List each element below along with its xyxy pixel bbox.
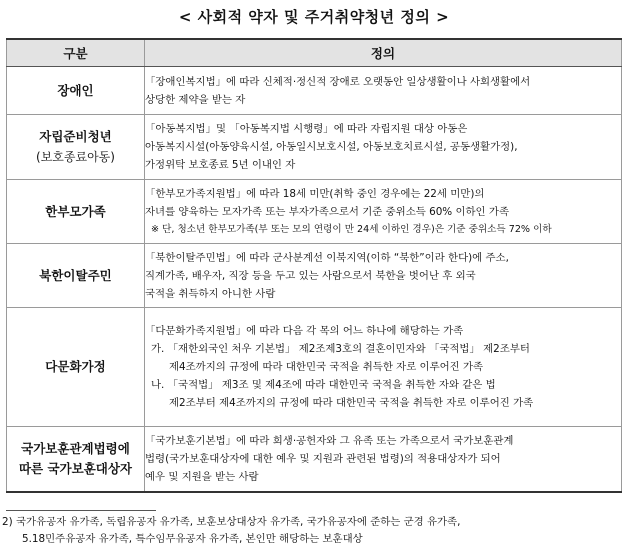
term-cell <box>7 180 145 244</box>
term-label: 국가보훈관계법령에 <box>21 441 130 456</box>
header-category: 구분 <box>7 39 145 67</box>
definition-line: 상당한 제약을 받는 자 <box>145 93 246 106</box>
table-row <box>7 427 622 493</box>
definition-line: 「국가보훈기본법」에 따라 희생·공헌자와 그 유족 또는 가족으로서 국가보훈관계 <box>145 435 514 447</box>
term-label-line2: 따른 국가보훈대상자 <box>18 461 133 476</box>
definition-cell <box>145 244 622 308</box>
definition-item-cont: 제4조까지의 규정에 따라 대한민국 국적을 취득한 자로 이루어진 가족 <box>169 361 484 373</box>
term-label: 장애인 <box>57 82 94 98</box>
term-label: 자립준비청년 <box>39 129 112 144</box>
table-row <box>7 67 622 115</box>
footnote-divider <box>6 510 156 511</box>
term-label: 한부모가족 <box>45 203 106 219</box>
definition-cell <box>145 67 622 115</box>
table-row <box>7 308 622 427</box>
table-row <box>7 180 622 244</box>
definition-item: 가. 「재한외국인 처우 기본법」 제2조제3호의 결혼이민자와 「국적법」 제2조부터 <box>151 343 530 355</box>
term-cell <box>7 308 145 427</box>
table-row <box>7 244 622 308</box>
definition-line: 가정위탁 보호종료 5년 이내인 자 <box>145 159 296 171</box>
footnote <box>2 514 460 548</box>
header-definition: 정의 <box>145 39 622 67</box>
definition-cell <box>145 427 622 493</box>
definition-cell <box>145 308 622 427</box>
definition-item-cont: 제2조부터 제4조까지의 규정에 따라 대한민국 국적을 취득한 자로 이루어진 가족 <box>169 397 534 409</box>
footnote-line: 2) 국가유공자 유가족, 독립유공자 유가족, 보훈보상대상자 유가족, 국가유공자에 준하는 군경 유가족, <box>2 516 461 528</box>
definition-line: 자녀를 양육하는 모자가족 또는 부자가족으로서 기준 중위소득 60% 이하인 가족 <box>145 205 509 218</box>
definition-line: 「장애인복지법」에 따라 신체적·정신적 장애로 오랫동안 일상생활이나 사회생활에서 <box>145 75 531 88</box>
definition-line: 「북한이탈주민법」에 따라 군사분계선 이북지역(이하 “북한”이라 한다)에 주소, <box>145 251 509 264</box>
definition-line: 예우 및 지원을 받는 사람 <box>145 471 259 483</box>
definition-line: 국적을 취득하지 아니한 사람 <box>145 287 276 300</box>
definition-line: 「아동복지법」및 「아동복지법 시행령」에 따라 자립지원 대상 아동은 <box>145 123 468 135</box>
term-cell <box>7 67 145 115</box>
page-title: < 사회적 약자 및 주거취약청년 정의 > <box>178 8 450 26</box>
table-row <box>7 115 622 180</box>
table-header-row <box>7 39 622 67</box>
term-cell <box>7 427 145 493</box>
definition-line: 직계가족, 배우자, 직장 등을 두고 있는 사람으로서 북한을 벗어난 후 외국 <box>145 269 476 282</box>
definition-line: 아동복지시설(아동양육시설, 아동일시보호시설, 아동보호치료시설, 공동생활가정), <box>145 141 518 153</box>
term-label: 다문화가정 <box>45 359 106 374</box>
term-cell <box>7 115 145 180</box>
definition-line: 「한부모가족지원법」에 따라 18세 미만(취학 중인 경우에는 22세 미만)의 <box>145 187 485 200</box>
definition-cell <box>145 180 622 244</box>
definition-line: 법령(국가보훈대상자에 대한 예우 및 지원과 관련된 법령)의 적용대상자가 되어 <box>145 453 501 465</box>
definition-line: 「다문화가족지원법」에 따라 다음 각 목의 어느 하나에 해당하는 가족 <box>145 325 464 337</box>
footnote-line: 5.18민주유공자 유가족, 특수임무유공자 유가족, 본인만 해당하는 보훈대상 <box>22 533 363 545</box>
definitions-table <box>6 38 622 493</box>
term-label: 북한이탈주민 <box>39 267 112 283</box>
term-sublabel: (보호종료아동) <box>36 150 115 164</box>
definition-note: ※ 단, 청소년 한부모가족(부 또는 모의 연령이 만 24세 이하인 경우)은 기준 중위소득 72% 이하 <box>151 223 552 235</box>
definition-item: 나. 「국적법」 제3조 및 제4조에 따라 대한민국 국적을 취득한 자와 같은 법 <box>151 379 496 391</box>
definition-cell <box>145 115 622 180</box>
term-cell <box>7 244 145 308</box>
